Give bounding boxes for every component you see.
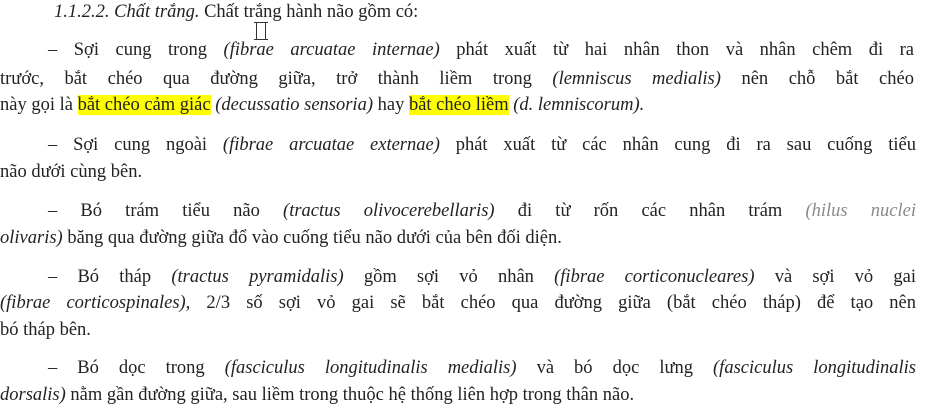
- para-4-line-2: [0, 292, 916, 314]
- latin-term: (fasciculus longitudinalis: [713, 358, 916, 378]
- text-run: – Bó tháp: [48, 267, 172, 287]
- para-5-line-1: [0, 357, 916, 379]
- text-run: nằm gần đường giữa, sau liềm trong thuộc hệ thống liên hợp trong thân não.: [65, 385, 635, 405]
- latin-term: (fibrae corticonucleares): [554, 267, 755, 287]
- latin-term: (lemniscus medialis): [552, 69, 721, 89]
- text-run: này gọi là: [0, 95, 78, 115]
- latin-term: (tractus pyramidalis): [171, 267, 344, 287]
- para-1-line-2: [0, 68, 914, 90]
- text-run: não dưới cùng bên.: [0, 162, 143, 182]
- para-4-line-1: [0, 266, 916, 288]
- text-run: 2/3 số sợi vỏ gai sẽ bắt chéo qua đường giữa (bắt chéo tháp) để tạo nên: [190, 293, 916, 313]
- latin-term: (d. lemniscorum).: [513, 95, 645, 115]
- section-title: Chất trắng.: [114, 2, 200, 22]
- para-1-line-1: [0, 39, 914, 61]
- latin-term: (fibrae arcuatae externae): [222, 135, 440, 155]
- text-cursor-icon: [256, 22, 266, 40]
- latin-term: (decussatio sensoria): [215, 95, 373, 115]
- para-3-line-2: [0, 227, 928, 249]
- latin-term: (fibrae arcuatae internae): [223, 40, 440, 60]
- latin-term: (fasciculus longitudinalis medialis): [224, 358, 517, 378]
- text-run: – Sợi cung trong: [48, 40, 224, 60]
- latin-term: dorsalis): [0, 385, 66, 405]
- para-3-line-1: [0, 200, 916, 222]
- text-run: nên chỗ bắt chéo: [720, 69, 914, 89]
- latin-term: (fibrae corticospinales),: [0, 293, 191, 313]
- latin-term: olivaris): [0, 228, 63, 248]
- text-run: bó tháp bên.: [0, 320, 91, 340]
- text-run: và bó dọc lưng: [516, 358, 714, 378]
- text-run: – Bó dọc trong: [48, 358, 225, 378]
- latin-term: (hilus nuclei: [805, 201, 916, 221]
- section-intro: Chất trắng hành não gồm có:: [199, 2, 419, 22]
- para-2-line-1: [0, 134, 916, 156]
- para-4-line-3: [0, 319, 928, 341]
- text-run: băng qua đường giữa đổ vào cuống tiểu não dưới của bên đối diện.: [62, 228, 562, 248]
- section-heading: [0, 1, 928, 23]
- text-run: phát xuất từ hai nhân thon và nhân chêm đi ra: [439, 40, 914, 60]
- text-run: phát xuất từ các nhân cung đi ra sau cuống tiểu: [439, 135, 916, 155]
- para-2-line-2: [0, 161, 928, 183]
- para-1-line-3: [0, 94, 928, 116]
- text-run: đi từ rốn các nhân trám: [494, 201, 806, 221]
- text-run: hay: [372, 95, 409, 115]
- highlighted-term: bắt chéo cảm giác: [77, 95, 211, 115]
- section-number: 1.1.2.2.: [54, 2, 110, 22]
- latin-term: (tractus olivocerebellaris): [283, 201, 495, 221]
- text-run: – Sợi cung ngoài: [48, 135, 223, 155]
- highlighted-term: bắt chéo liềm: [408, 95, 509, 115]
- text-run: trước, bắt chéo qua đường giữa, trở thành liềm trong: [0, 69, 553, 89]
- para-5-line-2: [0, 384, 928, 406]
- text-run: và sợi vỏ gai: [754, 267, 916, 287]
- text-run: – Bó trám tiểu não: [48, 201, 284, 221]
- text-run: gồm sợi vỏ nhân: [343, 267, 555, 287]
